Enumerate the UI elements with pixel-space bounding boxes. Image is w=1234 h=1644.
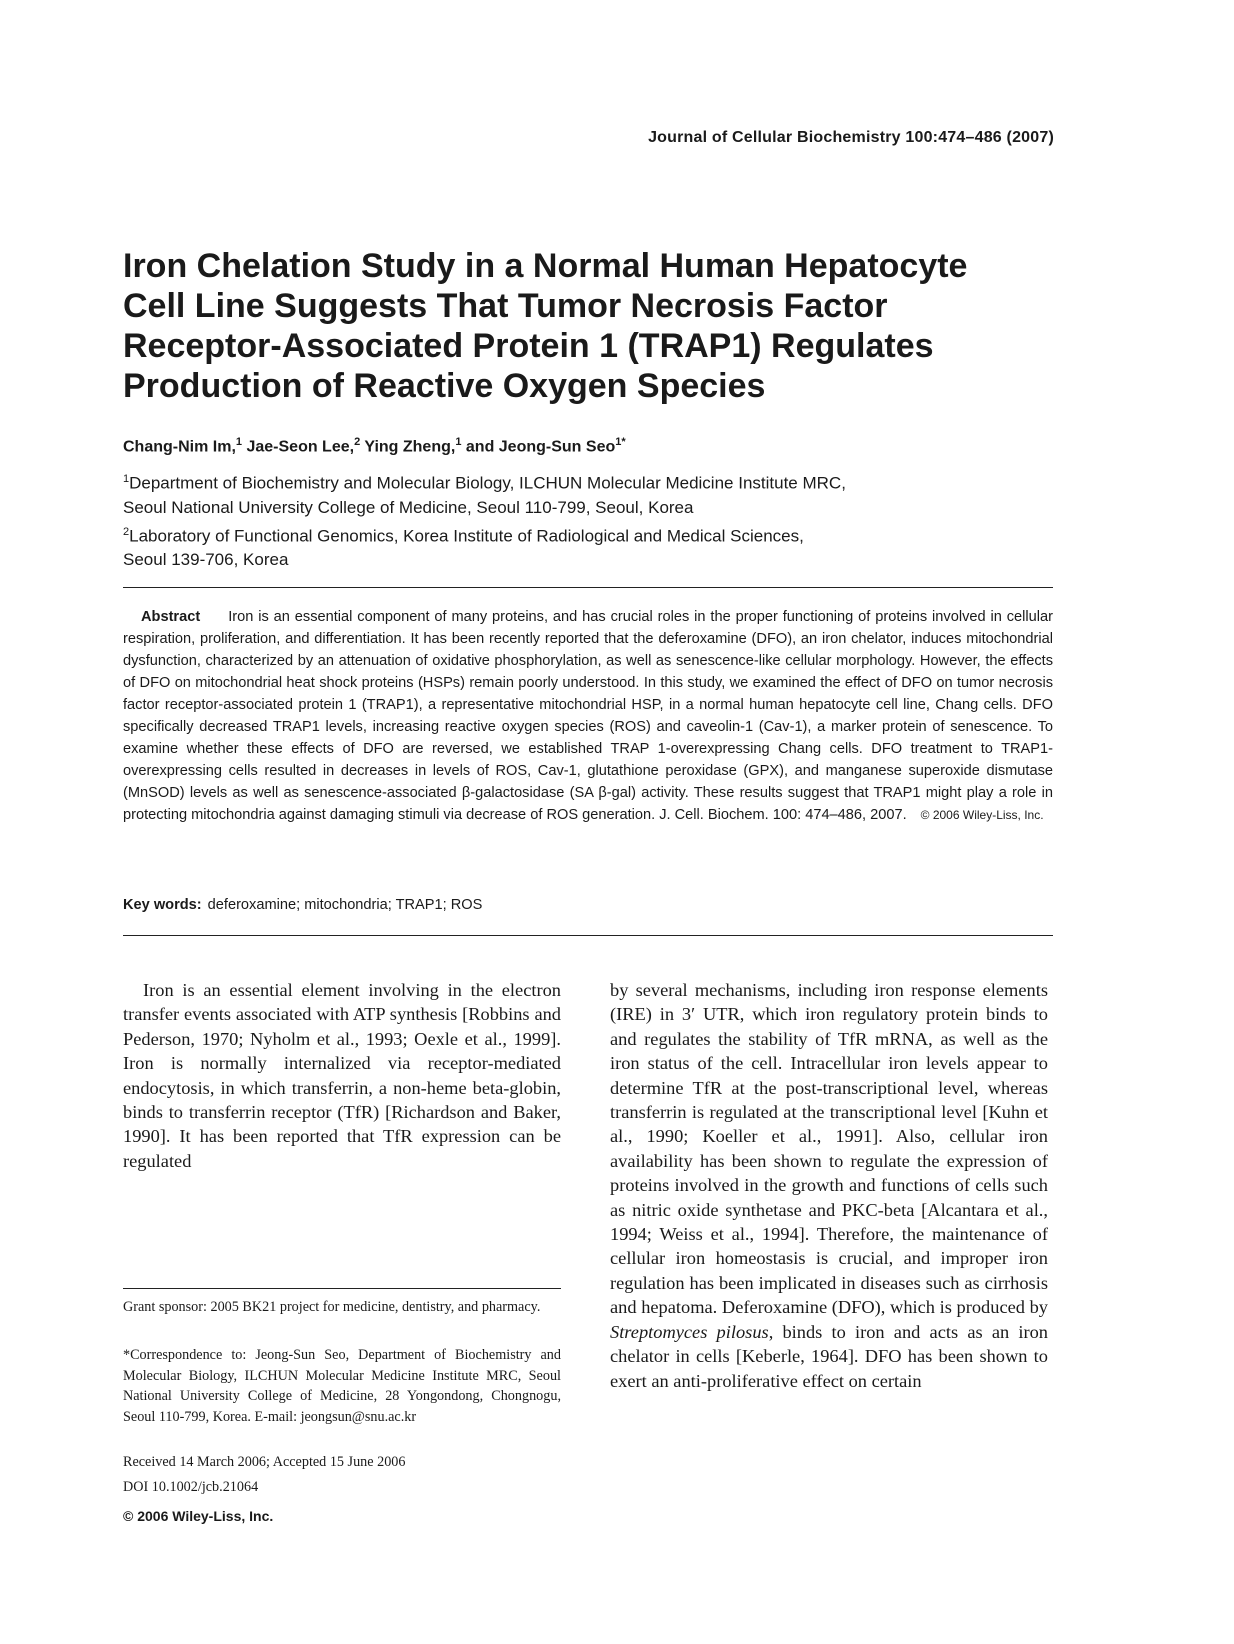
abstract-text: Iron is an essential component of many proteins, and has crucial roles in the proper functioning of proteins involved in cellular respiration, proliferation, and differentiation. It has been recently reported that the deferoxamine (DFO), an iron chelator, induces mitochondrial dysfunction, characterized by an attenuation of oxidative phosphorylation, as well as senescence-like cellular morphology. However, the effects of DFO on mitochondrial heat shock proteins (HSPs) remain poorly understood. In this study, we examined the effect of DFO on tumor necrosis factor receptor-associated protein 1 (TRAP1), a representative mitochondrial HSP, in a normal human hepatocyte cell line, Chang cells. DFO specifically decreased TRAP1 levels, increasing reactive oxygen species (ROS) and caveolin-1 (Cav-1), a marker protein of senescence. To examine whether these effects of DFO are reversed, we established TRAP 1-overexpressing Chang cells. DFO treatment to TRAP1-overexpressing cells resulted in decreases in levels of ROS, Cav-1, glutathione peroxidase (GPX), and manganese superoxide dismutase (MnSOD) levels as well as senescence-associated β-galactosidase (SA β-gal) activity. These results suggest that TRAP1 might play a role in protecting mitochondria against damaging stimuli via decrease of ROS generation. J. Cell. Biochem. 100: 474–486, 2007. [123,609,1053,823]
footnote-received [123,1452,561,1473]
author-name: Ying Zheng, [364,438,456,456]
species-name: Streptomyces pilosus [610,1321,769,1342]
affiliation-mark: 2 [123,525,130,538]
affiliation-mark: 1 [123,473,130,485]
doi-text: DOI 10.1002/jcb.21064 [123,1479,259,1495]
affiliation-line: Seoul National University College of Medicine, Seoul 110-799, Seoul, Korea [123,497,694,517]
grant-text: Grant sponsor: 2005 BK21 project for medicine, dentistry, and pharmacy. [123,1299,541,1315]
author-name: Chang-Nim Im, [123,438,236,456]
abstract [123,606,1053,826]
body-column-left [123,978,561,1173]
keywords [123,897,482,913]
affiliation-line [123,467,846,496]
body-text: by several mechanisms, including iron response elements (IRE) in 3′ UTR, which iron regulatory protein binds to and regulates the stability of TfR mRNA, as well as the iron status of the cell. Intracellular iron levels appear to determine TfR at the post-transcriptional level, whereas transferrin is regulated at the transcriptional level [Kuhn et al., 1990; Koeller et al., 1991]. Also, cellular iron availability has been shown to regulate the expression of proteins involved in the growth and functions of cells such as nitric oxide synthetase and PKC-beta [Alcantara et al., 1994; Weiss et al., 1994]. Therefore, the maintenance of cellular iron homeostasis is crucial, and improper iron regulation has been implicated in diseases such as cirrhosis and hepatoma. Deferoxamine (DFO), which is produced by [610,980,1048,1318]
title-line: Iron Chelation Study in a Normal Human Hepatocyte [123,247,968,285]
affiliation-text: Laboratory of Functional Genomics, Korea Institute of Radiological and Medical Sciences, [129,526,804,546]
author-name: Jae-Seon Lee, [246,438,355,456]
keywords-text: deferoxamine; mitochondria; TRAP1; ROS [207,897,483,913]
title-line: Receptor-Associated Protein 1 (TRAP1) Regulates [123,327,934,365]
title-line: Production of Reactive Oxygen Species [123,367,766,405]
affiliations [123,467,846,572]
keywords-label: Key words: [123,897,202,913]
author-affil-mark: 1 [235,436,243,448]
author-affil-mark: 1* [615,436,626,448]
footnote-grant [123,1297,561,1318]
abstract-top-rule [123,587,1053,588]
title-line: Cell Line Suggests That Tumor Necrosis Factor [123,287,888,325]
copyright-text: © 2006 Wiley-Liss, Inc. [123,1508,274,1524]
affiliation-line [123,520,846,549]
author-name: and Jeong-Sun Seo [465,438,616,456]
abstract-label: Abstract [141,609,201,625]
body-paragraph [610,978,1048,1393]
correspondence-text: *Correspondence to: Jeong-Sun Seo, Department of Biochemistry and Molecular Biology, ILCHUN Molecular Medicine Institute MRC, Seoul National University College of Medicine, 28 Yongondong, Chongnogu, Seoul 110-799, Korea. E-mail: jeongsun@snu.ac.kr [123,1347,561,1425]
affiliation-text: Department of Biochemistry and Molecular Biology, ILCHUN Molecular Medicine Institute MRC, [129,473,846,493]
received-text: Received 14 March 2006; Accepted 15 June 2006 [123,1454,406,1470]
journal-citation: Journal of Cellular Biochemistry 100:474–486 (2007) [648,129,1054,146]
abstract-bottom-rule [123,935,1053,936]
footnote-copyright [123,1506,561,1527]
author-affil-mark: 2 [354,436,361,448]
author-affil-mark: 1 [455,436,462,448]
article-title [123,246,1043,406]
body-paragraph: Iron is an essential element involving in the electron transfer events associated with ATP synthesis [Robbins and Pederson, 1970; Nyholm et al., 1993; Oexle et al., 1999]. Iron is normally internalized via receptor-mediated endocytosis, in which transferrin, a non-heme beta-globin, binds to transferrin receptor (TfR) [Richardson and Baker, 1990]. It has been reported that TfR expression can be regulated [123,980,561,1171]
affiliation-line: Seoul 139-706, Korea [123,550,289,570]
body-text: , binds to iron and acts as an iron chelator in cells [Keberle, 1964]. DFO has been shown to exert an anti-proliferative effect on certain [610,1321,1049,1391]
body-column-right [610,978,1048,1393]
abstract-copyright: © 2006 Wiley-Liss, Inc. [920,808,1044,822]
footnote-doi [123,1477,561,1498]
author-list [123,436,626,456]
footnote-rule [123,1288,561,1289]
footnote-correspondence [123,1345,561,1427]
